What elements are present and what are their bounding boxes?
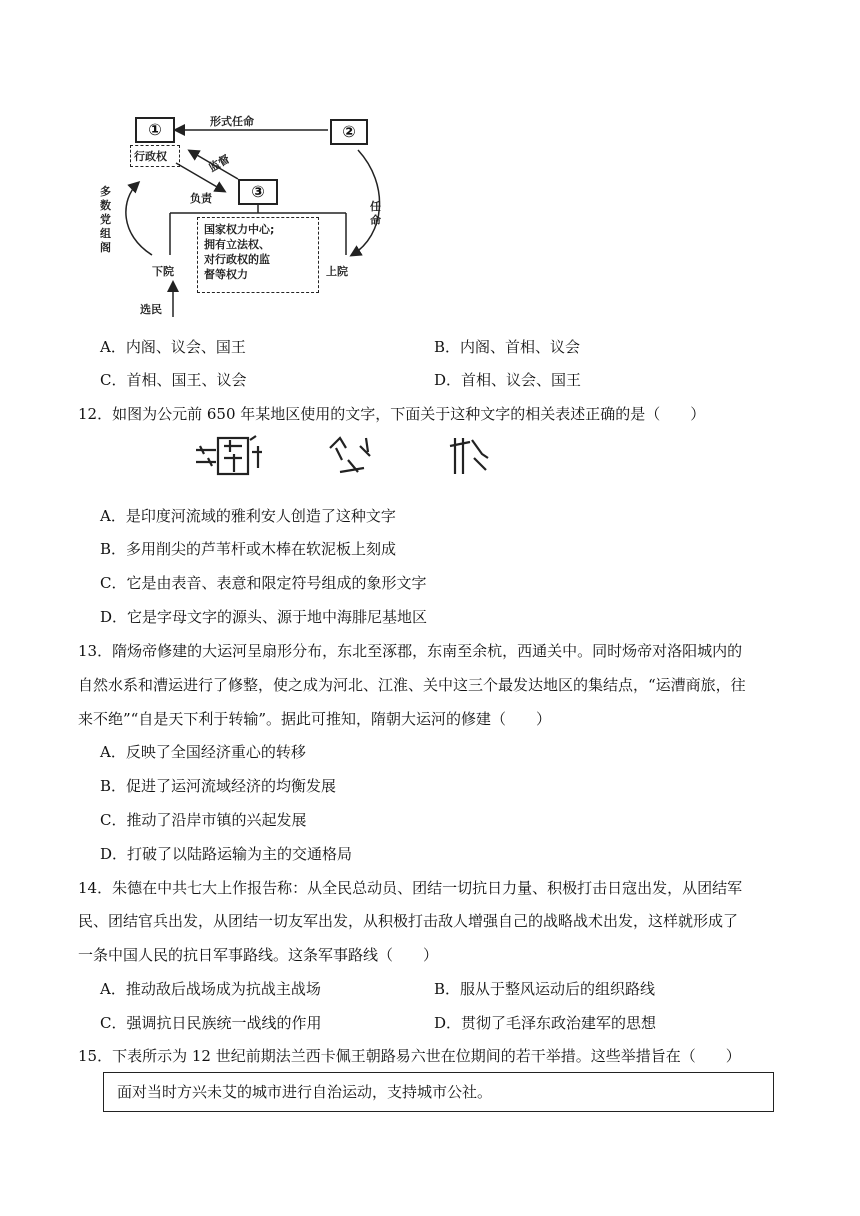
voters-label: 选民 [140,303,162,316]
q15-table-row: 面对当时方兴未艾的城市进行自治运动，支持城市公社。 [117,1083,493,1101]
q13-stem-line-3: 来不绝”“自是天下利于转输”。据此可推知，隋朝大运河的修建（ ） [78,710,552,728]
q14-option-c[interactable]: C．强调抗日民族统一战线的作用 [100,1014,322,1032]
q15-stem: 15．下表所示为 12 世纪前期法兰西卡佩王朝路易六世在位期间的若干举措。这些举措旨在（ ） [78,1047,741,1065]
center-line: 国家权力中心; [204,223,275,236]
q14-option-b[interactable]: B．服从于整风运动后的组织路线 [434,980,656,998]
q12-option-c[interactable]: C．它是由表音、表意和限定符号组成的象形文字 [100,574,427,592]
q14-option-d[interactable]: D．贯彻了毛泽东政治建军的思想 [434,1014,657,1032]
diagram-box-2: ② [330,119,368,145]
q11-option-b[interactable]: B．内阁、首相、议会 [434,338,581,356]
formal-appoint-label: 形式任命 [210,115,254,128]
q13-option-b[interactable]: B．促进了运河流域经济的均衡发展 [100,777,337,795]
q14-stem-line-1: 14．朱德在中共七大上作报告称：从全民总动员、团结一切抗日力量、积极打击日寇出发，从团结军 [78,879,743,897]
diagram-box-1: ① [135,117,175,143]
q11-option-c[interactable]: C．首相、国王、议会 [100,371,247,389]
majority-party-label [100,185,112,255]
lower-house-label: 下院 [152,265,174,278]
upper-house-label: 上院 [326,265,348,278]
q11-option-a[interactable]: A．内阁、议会、国王 [100,338,246,356]
appoint-char: 命 [370,214,381,227]
appoint-label [370,200,382,228]
q12-option-a[interactable]: A．是印度河流域的雅利安人创造了这种文字 [100,507,396,525]
center-line: 拥有立法权、 [204,238,270,251]
supervise-label: 监督 [206,152,233,175]
q12-stem: 12．如图为公元前 650 年某地区使用的文字，下面关于这种文字的相关表述正确的是（ ） [78,405,706,423]
cuneiform-glyphs-icon [190,428,500,490]
q13-option-c[interactable]: C．推动了沿岸市镇的兴起发展 [100,811,307,829]
majority-char: 阁 [100,241,111,254]
q14-stem-line-2: 民、团结官兵出发，从团结一切友军出发，从积极打击敌人增强自己的战略战术出发，这样就形成了 [78,912,739,930]
q15-table [103,1072,774,1112]
majority-char: 多 [100,185,111,198]
political-structure-diagram [90,105,390,325]
power-center-text [204,222,274,282]
responsible-label: 负责 [190,192,212,205]
center-line: 督等权力 [204,268,248,281]
q13-stem-line-1: 13．隋炀帝修建的大运河呈扇形分布，东北至涿郡，东南至余杭，西通关中。同时炀帝对洛阳城内的 [78,642,743,660]
q11-option-d[interactable]: D．首相、议会、国王 [434,371,582,389]
majority-char: 党 [100,213,111,226]
q13-option-a[interactable]: A．反映了全国经济重心的转移 [100,743,306,761]
cuneiform-image [190,428,500,490]
appoint-char: 任 [370,200,381,213]
majority-char: 组 [100,227,111,240]
q12-option-b[interactable]: B．多用削尖的芦苇杆或木棒在软泥板上刻成 [100,540,397,558]
q14-option-a[interactable]: A．推动敌后战场成为抗战主战场 [100,980,321,998]
diagram-box-3: ③ [238,179,278,205]
q13-stem-line-2: 自然水系和漕运进行了修整，使之成为河北、江淮、关中这三个最发达地区的集结点，“运漕商旅，往 [78,676,746,694]
q14-stem-line-3: 一条中国人民的抗日军事路线。这条军事路线（ ） [78,946,439,964]
q12-option-d[interactable]: D．它是字母文字的源头、源于地中海腓尼基地区 [100,608,428,626]
majority-char: 数 [100,199,111,212]
center-line: 对行政权的监 [204,253,270,266]
exec-power-label: 行政权 [134,150,167,163]
q13-option-d[interactable]: D．打破了以陆路运输为主的交通格局 [100,845,353,863]
